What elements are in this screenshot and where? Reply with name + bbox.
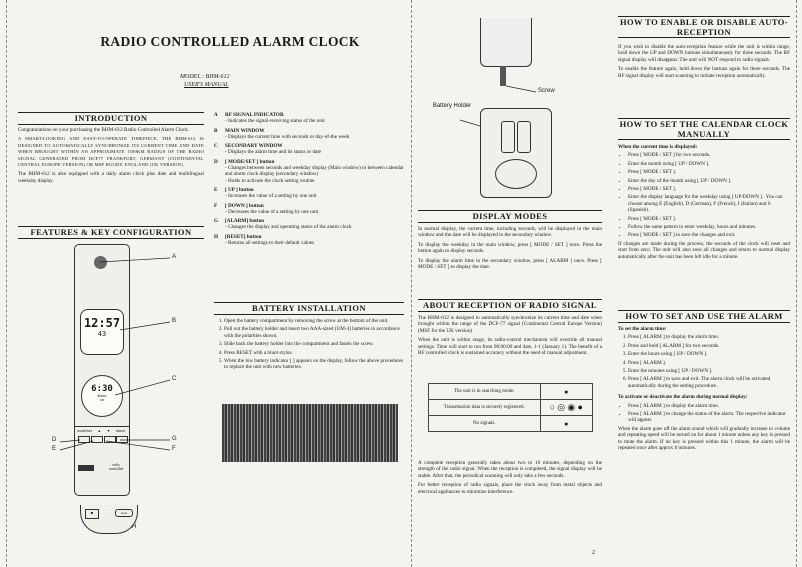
callout-line-d (60, 440, 80, 442)
battery-steps (214, 318, 404, 373)
alarm-step: 5. Enter the minutes using [ UP / DOWN ]. (628, 368, 790, 374)
table-row (429, 400, 593, 416)
key-head: [ DOWN ] button (225, 202, 264, 209)
key-head: MAIN WINDOW (225, 127, 265, 134)
features-heading: FEATURES & KEY CONFIGURATION (18, 226, 204, 239)
callout-d: D (52, 437, 57, 443)
cal-step: • Press [ MODE / SET ]. (628, 216, 790, 222)
key-desc: - Changes between seconds and weekday display (Main window) or between calendar and alarm clock display (secondary window) - Holds to activate the clock setting routine (225, 165, 404, 184)
callout-line-a (100, 258, 170, 262)
key-letter: F (214, 202, 218, 209)
battery-cell-1 (501, 121, 515, 153)
key-item-b (214, 128, 404, 141)
key-head: RF SIGNAL INDICATOR (225, 112, 284, 118)
act-intro: To activate or deactivate the alarm during normal display: (618, 394, 748, 401)
key-head: [ MODE/SET ] button (225, 158, 275, 165)
table-cell: Transmission data is securely registered. (429, 400, 541, 416)
btn-label-down: ▼ (106, 429, 111, 433)
obscured-block (222, 404, 398, 462)
callout-h: H (132, 524, 137, 530)
callout-line-f (106, 441, 170, 450)
cal-step: • Press [ MODE / SET ] to save the changes and exit. (628, 232, 790, 238)
manual-label: USER'S MANUAL (184, 82, 229, 88)
screw-label: Screw (538, 88, 555, 94)
sec-sub1: alarm (97, 393, 107, 398)
brand-text: radio controlled (108, 463, 124, 471)
key-desc: - Displays the alarm time and its status or date (225, 149, 322, 156)
table-row (429, 384, 593, 400)
key-letter: H (214, 233, 219, 240)
auto-p1: If you wish to disable the auto-reception feature while the unit is within range, hold down the UP and DOWN buttons simultaneously for three seconds. The RF signal display will disappear. The unit will NOT respond to radio signals. (618, 44, 790, 63)
bottom-latch: ■ (85, 509, 99, 519)
alarm-step: 1. Press [ ALARM ] to display the alarm time. (628, 334, 790, 340)
radio-p1: The BHM-612 is designed to automatically synchronize its current time and date when brought within the range of the DCF-77 signal (Continental Central Europe Version) (MSF for the UK version) (418, 315, 602, 334)
battery-holder-label: Battery Holder (432, 103, 472, 109)
table-cell: ● (540, 384, 592, 400)
holder-base (495, 159, 537, 189)
cal-step: • Enter the display language for the weekday using [ UP/DOWN ] . You can choose among E (English), D (German), F (French), I (Italian) and S (Spanish). (628, 194, 790, 213)
cal-note: If changes are made during the process, the seconds of the clock will reset and start from zero. The unit will also save all changes and return to normal display automatically after the unit has been left idle for a minute. (618, 240, 790, 260)
act-note: When the alarm goes off the alarm sound which will gradually increase in volume and repeating speed will be turned on for about 1 minute unless any key is pressed to mute the alarm. If no key is pressed within this 1 minute, the alarm will be repeated once after approx 8 minutes. (618, 425, 790, 452)
fold-line-center (411, 0, 413, 567)
alarm-step: 3. Enter the hours using [ UP / DOWN ]. (628, 351, 790, 357)
radio-heading: ABOUT RECEPTION OF RADIO SIGNAL (418, 299, 602, 312)
table-cell: No signals. (429, 416, 541, 432)
page-number: 2 (592, 550, 595, 556)
key-item-h (214, 234, 404, 247)
cal-step: • Press [ MODE / SET ]. (628, 186, 790, 192)
key-desc: - Decreases the value of a setting by one unit (225, 208, 319, 215)
signal-status-table (428, 383, 593, 432)
key-head: [ UP ] button (225, 186, 254, 193)
intro-p1: Congratulations on your purchasing the BHM-612 Radio Controlled Alarm Clock. (18, 127, 190, 133)
key-item-a (214, 112, 404, 125)
callout-b: B (172, 318, 177, 324)
display-p3: To display the alarm time in the secondary window, press [ ALARM ] once. Press [ MODE / SET ] to display the date. (418, 257, 602, 271)
display-modes-heading: DISPLAY MODES (418, 210, 602, 223)
cal-step: • Press [ MODE / SET ]. (628, 169, 790, 175)
radio-p3: A complete reception generally takes about two to 10 minutes, depending on the strength of the radio signal. When the reception is completed, the signal display will be stable. After that, the periodical scanning will only take a few seconds. (418, 460, 602, 479)
key-item-f (214, 203, 404, 216)
alarm-step: 4. Press [ ALARM ]. (628, 360, 790, 366)
alarm-step: 6. Press [ ALARM ] to save and exit. The alarm clock will be activated automatically during the setting procedure. (628, 376, 790, 389)
battery-device-top (480, 18, 532, 67)
reset-button[interactable]: reset (115, 509, 133, 517)
auto-p2: To enable the feature again, hold down the buttons again for three seconds. The RF signal display will start scanning to initiate reception automatically. (618, 66, 790, 79)
alarm-intro: To set the alarm time: (618, 326, 667, 332)
cal-step: • Follow the same pattern to enter weekday, hours and minutes. (628, 224, 790, 230)
key-desc: - Changes the display and operating status of the alarm clock (225, 224, 352, 231)
table-row (429, 416, 593, 432)
alarm-heading: HOW TO SET AND USE THE ALARM (618, 310, 790, 323)
key-head: SECONDARY WINDOW (225, 143, 283, 150)
cal-step: • Enter the day of the month using [ UP / DOWN ]. (628, 178, 790, 184)
intro-heading: INTRODUCTION (18, 112, 204, 125)
btn-label-alarm: alarm (115, 429, 125, 433)
battery-step: 3. Slide back the battery holder into the compartment and fasten the screw. (224, 341, 404, 347)
alarm-step: 2. Press and hold [ ALARM ] for two seconds. (628, 343, 790, 349)
act-step: • Press [ ALARM ] to change the status of the alarm. The respective indicator will appear. (628, 411, 790, 424)
battery-step: 1. Open the battery compartment by removing the screw at the bottom of the unit. (224, 318, 404, 324)
key-desc: - Increases the value of a setting by one unit (225, 193, 317, 200)
intro-p2: A SMART-LOOKING AND EASY-TO-OPERATE TIMEPIECE, THE BHM-612 IS DESIGNED TO AUTOMATICALLY SYNCHRONIZE ITS CURRENT TIME AND DATE WHEN BROUGHT WITHIN AN APPROXIMATE 1500KM RADIUS OF THE RADIO SIGNAL GENERATED FROM DCF77 FRANKFURT, GERMANY (CONTINENTAL CENTRAL EUROPE VERSION) OR MSF RUGBY, ENGLAND (UK VERSION). (18, 136, 204, 168)
callout-g: G (172, 436, 177, 442)
key-letter: A (214, 112, 218, 118)
callout-lines (0, 0, 230, 567)
callout-line-b (120, 322, 170, 330)
auto-reception-heading (618, 16, 790, 38)
battery-step: 2. Pull out the battery holder and insert two AAA-sized (UM-4) batteries in accordance with the polarities shown. (224, 326, 404, 339)
cal-heading-line1: HOW TO SET THE CALENDAR CLOCK (619, 119, 789, 129)
key-letter: B (214, 127, 218, 134)
callout-f: F (172, 446, 176, 452)
key-letter: C (214, 143, 218, 150)
radio-text (418, 315, 602, 359)
key-head: [RESET] button (225, 233, 262, 240)
model-number: MODEL : BHM-612 (180, 74, 230, 80)
key-item-c (214, 143, 404, 156)
battery-holder-drawing (480, 108, 552, 198)
calendar-heading (618, 118, 790, 140)
document-title: RADIO CONTROLLED ALARM CLOCK (100, 34, 360, 49)
key-desc: - Indicates the signal-receiving status of the unit (225, 118, 325, 125)
cal-heading-line2: MANUALLY (677, 129, 731, 139)
key-item-g (214, 218, 404, 231)
radio-p4: For better reception of radio signals, place the clock away from metal objects and electrical appliances to minimize interference. (418, 482, 602, 495)
sec-sub2: on (100, 397, 104, 402)
table-cell: The unit is in searching mode. (429, 384, 541, 400)
callout-line-e (60, 441, 93, 450)
display-p2: To display the weekday in the main window, press [ MODE / SET ] once. Press the button again to display seconds. (418, 241, 602, 255)
callout-a: A (172, 254, 177, 260)
radio-p2: When the unit is within range, its radio-control mechanism will override all manual settings. Time will start to run from 00:00:00 and date, 1-1 (January 1). The benefit of a RF controlled clock is sustained accuracy without the need of manual adjustment. (418, 337, 602, 357)
key-list (214, 112, 404, 249)
key-item-e (214, 187, 404, 200)
main-sub: 43 (97, 330, 107, 338)
key-letter: G (214, 218, 219, 225)
main-time: 12:57 (83, 316, 121, 330)
key-letter: E (214, 186, 218, 193)
table-cell: ● (540, 416, 592, 432)
radio-text-2 (418, 460, 602, 498)
battery-heading: BATTERY INSTALLATION (214, 302, 404, 315)
callout-line-c (115, 380, 170, 395)
sec-time: 6:30 (91, 384, 113, 394)
key-item-d (214, 159, 404, 184)
intro-p3: The BHM-612 is also equipped with a daily alarm clock plus date and multilingual weekday display. (18, 171, 204, 184)
calendar-text (618, 144, 790, 263)
btn-label-mode: mode/set (77, 429, 92, 433)
key-letter: D (214, 158, 218, 165)
alarm-text (618, 326, 790, 455)
key-desc: - Displays the current time with seconds or day-of-the week (225, 133, 350, 140)
cal-intro: When the current time is displayed: (618, 144, 698, 150)
cal-step: • Enter the month using [ UP / DOWN ]. (628, 161, 790, 167)
auto-heading-line2: RECEPTION (676, 27, 732, 37)
battery-step: 4. Press RESET with a blunt stylus. (224, 350, 404, 356)
auto-heading-line1: HOW TO ENABLE OR DISABLE AUTO- (620, 17, 788, 27)
act-step: • Press [ ALARM ] to display the alarm time. (628, 403, 790, 409)
key-head: [ALARM] button (225, 218, 265, 225)
display-p1: In normal display, the current time, including seconds, will be displayed in the main window and the date will be displayed in the secondary window. (418, 226, 602, 239)
callout-e: E (52, 446, 57, 452)
auto-reception-text (618, 44, 790, 82)
battery-cell-2 (517, 121, 531, 153)
table-cell: ○ ◎ ◉ ● (540, 400, 592, 416)
display-modes-text (418, 226, 602, 273)
callout-c: C (172, 376, 177, 382)
btn-label-up: ▲ (97, 429, 102, 433)
fold-line-right (796, 0, 798, 567)
screw-leader (506, 86, 536, 92)
cal-step: • Press [ MODE / SET ] for two seconds. (628, 152, 790, 158)
battery-step: 5. When the low battery indicator [ ] appears on the display, follow the above procedures to replace the unit with new batteries. (224, 358, 404, 371)
key-desc: - Returns all settings to their default values (225, 240, 315, 247)
